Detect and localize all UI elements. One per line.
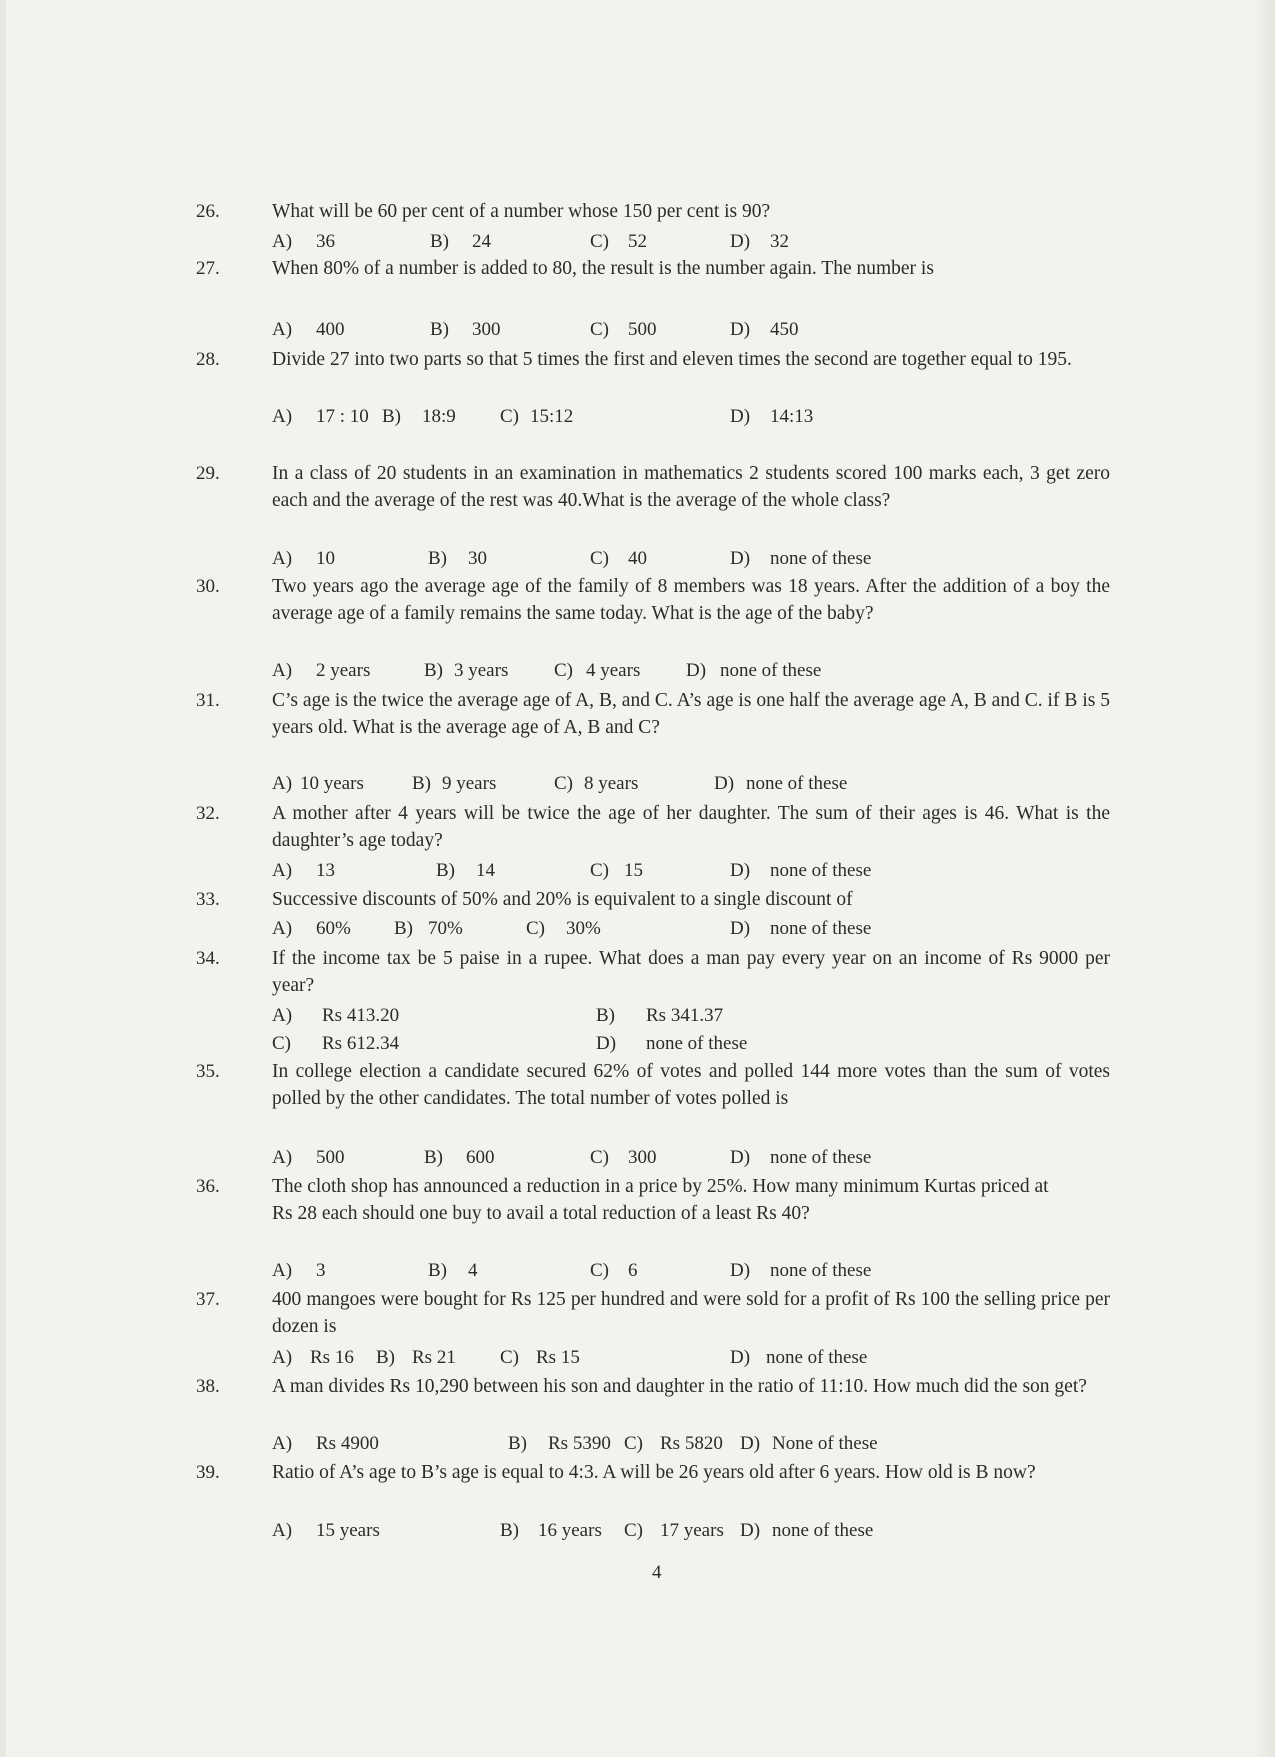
option-label: A): [272, 773, 293, 794]
option-label: C): [590, 548, 609, 569]
option-value: 3 years: [454, 660, 509, 681]
option-label: D): [730, 918, 751, 939]
option-value: Rs 5390: [548, 1433, 611, 1454]
option-value: 9 years: [442, 773, 497, 794]
option-label: B): [596, 1005, 615, 1026]
question-text: A man divides Rs 10,290 between his son and daughter in the ratio of 11:10. How much did the son get?: [272, 1376, 1087, 1397]
option-label: B): [430, 319, 449, 340]
question-text: Two years ago the average age of the family of 8 members was 18 years. After the addition of a boy the average age of a family remains the same today. What is the age of the baby?: [272, 576, 1110, 624]
option-label: D): [730, 406, 751, 427]
option-value: 17 : 10: [316, 406, 369, 427]
question-text: A mother after 4 years will be twice the age of her daughter. The sum of their ages is 46. What is the daughter’s age today?: [272, 803, 1110, 851]
question-text: Successive discounts of 50% and 20% is equivalent to a single discount of: [272, 889, 853, 910]
option-value: 10: [316, 548, 335, 569]
option-label: D): [740, 1520, 761, 1541]
option-label: C): [590, 860, 609, 881]
option-label: D): [596, 1033, 617, 1054]
option-label: D): [730, 1347, 751, 1368]
option-label: B): [424, 1147, 443, 1168]
option-label: C): [500, 406, 519, 427]
option-label: C): [590, 231, 609, 252]
question-text: When 80% of a number is added to 80, the result is the number again. The number is: [272, 258, 934, 279]
question-number: 27.: [196, 258, 220, 279]
question-text: The cloth shop has announced a reduction in a price by 25%. How many minimum Kurtas priced at Rs 28 each should one buy to avail a total reduction of a least Rs 40?: [272, 1176, 1049, 1224]
option-label: C): [554, 660, 573, 681]
option-value: none of these: [770, 918, 872, 939]
question-text: If the income tax be 5 paise in a rupee. What does a man pay every year on an income of Rs 9000 per year?: [272, 948, 1110, 996]
option-value: Rs 612.34: [322, 1033, 400, 1054]
option-label: A): [272, 1347, 293, 1368]
question-number: 32.: [196, 803, 220, 824]
option-value: Rs 15: [536, 1347, 580, 1368]
option-label: C): [500, 1347, 519, 1368]
question-text: In college election a candidate secured 62% of votes and polled 144 more votes than the sum of votes polled by the other candidates. The total number of votes polled is: [272, 1061, 1110, 1109]
option-value: 30%: [566, 918, 601, 939]
option-value: 32: [770, 231, 789, 252]
option-label: A): [272, 406, 293, 427]
option-value: 36: [316, 231, 335, 252]
option-value: 2 years: [316, 660, 371, 681]
option-label: C): [526, 918, 545, 939]
option-value: none of these: [646, 1033, 748, 1054]
option-value: none of these: [770, 548, 872, 569]
option-value: 40: [628, 548, 647, 569]
question-number: 35.: [196, 1061, 220, 1082]
option-value: 15:12: [530, 406, 574, 427]
option-value: 52: [628, 231, 647, 252]
option-value: 4: [468, 1260, 478, 1281]
option-label: D): [730, 548, 751, 569]
option-value: none of these: [772, 1520, 874, 1541]
option-value: none of these: [720, 660, 822, 681]
option-value: 6: [628, 1260, 638, 1281]
option-value: 14: [476, 860, 495, 881]
option-value: 15 years: [316, 1520, 380, 1541]
option-label: B): [376, 1347, 395, 1368]
option-value: Rs 4900: [316, 1433, 379, 1454]
question-number: 29.: [196, 463, 220, 484]
option-label: C): [624, 1433, 643, 1454]
question-number: 26.: [196, 201, 220, 222]
option-label: A): [272, 1005, 293, 1026]
option-label: C): [624, 1520, 643, 1541]
option-label: D): [730, 319, 751, 340]
question-number: 39.: [196, 1462, 220, 1483]
option-value: Rs 21: [412, 1347, 456, 1368]
question-number: 36.: [196, 1176, 220, 1197]
option-label: B): [412, 773, 431, 794]
option-value: 13: [316, 860, 335, 881]
option-label: A): [272, 319, 293, 340]
option-label: C): [590, 319, 609, 340]
option-label: B): [428, 1260, 447, 1281]
option-label: B): [508, 1433, 527, 1454]
option-label: D): [730, 231, 751, 252]
option-value: 14:13: [770, 406, 814, 427]
option-label: A): [272, 548, 293, 569]
question-number: 33.: [196, 889, 220, 910]
question-text: C’s age is the twice the average age of A, B, and C. A’s age is one half the average age A, B and C. if B is 5 years old. What is the average age of A, B and C?: [272, 690, 1110, 738]
option-label: A): [272, 1260, 293, 1281]
option-value: 400: [316, 319, 345, 340]
option-value: None of these: [772, 1433, 878, 1454]
option-value: 500: [628, 319, 657, 340]
option-label: B): [500, 1520, 519, 1541]
option-value: none of these: [770, 1147, 872, 1168]
option-value: 10 years: [300, 773, 364, 794]
option-label: B): [382, 406, 401, 427]
question-text: Divide 27 into two parts so that 5 times the first and eleven times the second are together equal to 195.: [272, 349, 1072, 370]
option-value: 16 years: [538, 1520, 602, 1541]
option-label: A): [272, 1147, 293, 1168]
option-value: none of these: [770, 860, 872, 881]
option-label: B): [428, 548, 447, 569]
option-value: 300: [472, 319, 501, 340]
option-label: C): [272, 1033, 291, 1054]
option-value: none of these: [766, 1347, 868, 1368]
option-value: 60%: [316, 918, 351, 939]
option-value: 70%: [428, 918, 463, 939]
option-label: A): [272, 860, 293, 881]
option-label: C): [590, 1260, 609, 1281]
question-number: 38.: [196, 1376, 220, 1397]
option-label: A): [272, 918, 293, 939]
option-value: Rs 413.20: [322, 1005, 400, 1026]
option-label: D): [730, 1147, 751, 1168]
option-label: B): [430, 231, 449, 252]
option-value: 300: [628, 1147, 657, 1168]
option-label: C): [590, 1147, 609, 1168]
option-label: A): [272, 1520, 293, 1541]
option-value: Rs 5820: [660, 1433, 723, 1454]
option-value: Rs 341.37: [646, 1005, 724, 1026]
question-number: 30.: [196, 576, 220, 597]
question-number: 34.: [196, 948, 220, 969]
question-number: 28.: [196, 349, 220, 370]
option-label: B): [424, 660, 443, 681]
option-value: 500: [316, 1147, 345, 1168]
option-value: Rs 16: [310, 1347, 354, 1368]
option-label: D): [730, 1260, 751, 1281]
option-label: B): [436, 860, 455, 881]
option-label: C): [554, 773, 573, 794]
option-label: A): [272, 660, 293, 681]
option-value: 600: [466, 1147, 495, 1168]
question-number: 31.: [196, 690, 220, 711]
page-number: 4: [652, 1562, 662, 1583]
option-value: 18:9: [422, 406, 456, 427]
option-label: A): [272, 1433, 293, 1454]
option-value: 15: [624, 860, 643, 881]
option-value: 4 years: [586, 660, 641, 681]
option-label: D): [714, 773, 735, 794]
option-value: none of these: [770, 1260, 872, 1281]
option-label: A): [272, 231, 293, 252]
option-value: none of these: [746, 773, 848, 794]
question-text: 400 mangoes were bought for Rs 125 per hundred and were sold for a profit of Rs 100 the selling price per dozen is: [272, 1289, 1110, 1337]
option-value: 3: [316, 1260, 326, 1281]
option-value: 17 years: [660, 1520, 724, 1541]
question-text: What will be 60 per cent of a number whose 150 per cent is 90?: [272, 201, 771, 222]
option-label: D): [740, 1433, 761, 1454]
option-value: 8 years: [584, 773, 639, 794]
option-label: B): [394, 918, 413, 939]
option-value: 450: [770, 319, 799, 340]
question-number: 37.: [196, 1289, 220, 1310]
option-value: 30: [468, 548, 487, 569]
option-label: D): [686, 660, 707, 681]
question-text: In a class of 20 students in an examination in mathematics 2 students scored 100 marks each, 3 get zero each and the average of the rest was 40.What is the average of the whole class?: [272, 463, 1110, 511]
option-label: D): [730, 860, 751, 881]
option-value: 24: [472, 231, 491, 252]
question-text: Ratio of A’s age to B’s age is equal to 4:3. A will be 26 years old after 6 years. How old is B now?: [272, 1462, 1036, 1483]
